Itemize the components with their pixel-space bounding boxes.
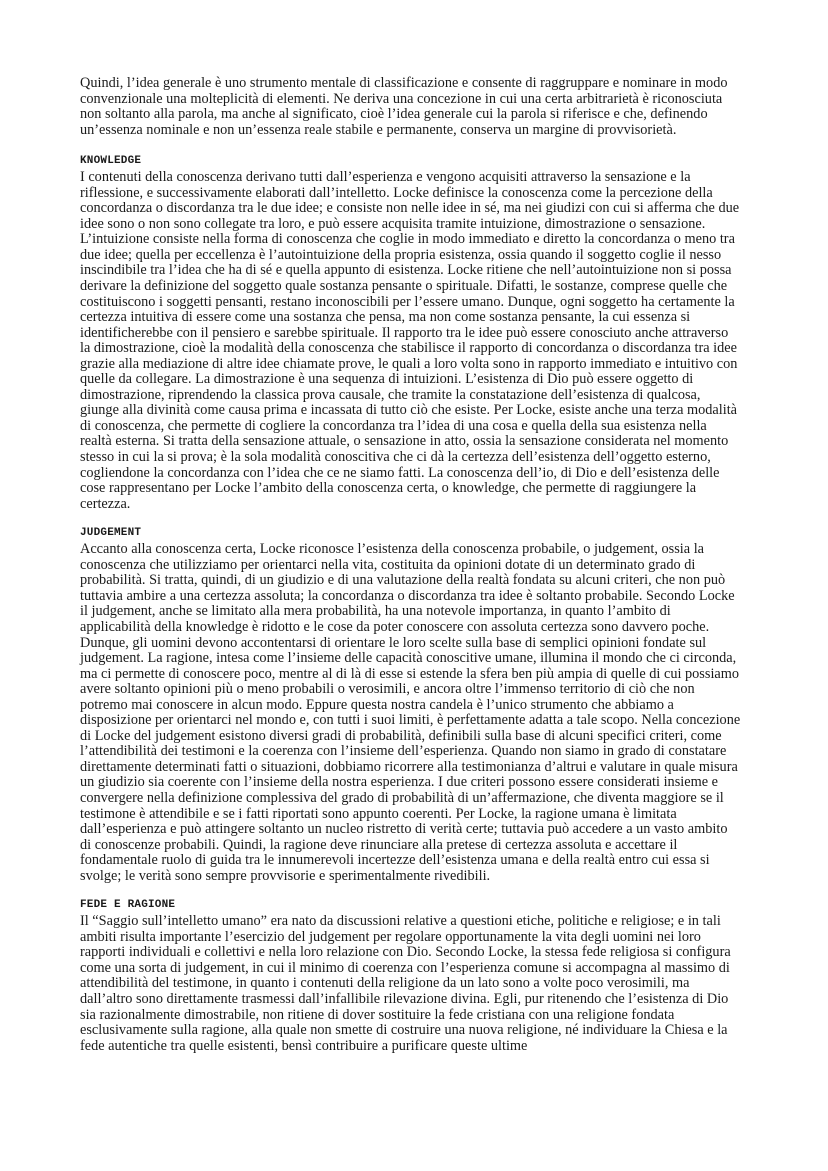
judgement-section [80,526,742,884]
fede-ragione-heading: FEDE E RAGIONE [80,899,176,912]
intro-section [80,76,742,138]
fede-ragione-paragraph: Il “Saggio sull’intelletto umano” era nato da discussioni relative a questioni etiche, politiche e religiose; e in tali ambiti risulta importante l’esercizio del judgement per regolare opportunamente la vita degli uomini nei loro rapporti individuali e collettivi e nella loro relazione con Dio. Secondo Locke, la stessa fede religiosa si configura come una sorta di judgement, in cui il minimo di coerenza con l’esperienza comune si accompagna al massimo di attendibilità del testimone, in quanto i contenuti della religione da un lato sono a volte poco verosimili, ma dall’altro sono direttamente trasmessi dall’infallibile rilevazione divina. Egli, pur ritenendo che l’esistenza di Dio sia razionalmente dimostrabile, non ritiene di dover sostituire la fede cristiana con una religione fondata esclusivamente sulla ragione, alla quale non smette di costruire una nuova religione, né individuare la Chiesa e la fede autentiche tra quelle esistenti, bensì contribuire a purificare queste ultime [80,913,731,1054]
fede-ragione-section [80,898,742,1054]
knowledge-paragraph: I contenuti della conoscenza derivano tutti dall’esperienza e vengono acquisiti attraverso la sensazione e la riflessione, e successivamente elaborati dall’intelletto. Locke definisce la conoscenza come la percezione della concordanza o discordanza tra le due idee; e consiste non nelle idee in sé, ma nei giudizi con cui si afferma che due idee sono o non sono collegate tra loro, e può essere acquisita tramite intuizione, dimostrazione o sensazione. L’intuizione consiste nella forma di conoscenza che coglie in modo immediato e diretto la concordanza o meno tra due idee; quella per eccellenza è l’autointuizione della propria esistenza, ossia quando il soggetto coglie il nesso inscindibile tra l’idea che ha di sé e quella appunto di esistenza. Locke ritiene che nell’autointuizione non si possa derivare la definizione del soggetto quale sostanza pensante o spirituale. Difatti, le sostanze, comprese quelle che costituiscono i soggetti pensanti, restano inconoscibili per l’essere umano. Dunque, ogni soggetto ha certamente la certezza intuitiva di essere come una sostanza che pensa, ma non come sostanza pensante, la cui essenza si identificherebbe con il pensiero e sarebbe spirituale. Il rapporto tra le idee può essere conosciuto anche attraverso la dimostrazione, cioè la modalità della conoscenza che stabilisce il rapporto di concordanza o discordanza tra idee grazie alla mediazione di altre idee chiamate prove, le quali a loro volta sono in rapporto immediato e intuitivo con quelle da collegare. La dimostrazione è una sequenza di intuizioni. L’esistenza di Dio può essere oggetto di dimostrazione, riprendendo la classica prova causale, che tramite la constatazione dell’esistenza di qualcosa, giunge alla divinità come causa prima e incassata di tutto ciò che esiste. Per Locke, esiste anche una terza modalità di conoscenza, che permette di cogliere la concordanza tra l’idea di una cosa e quella della sua esistenza nella realtà esterna. Si tratta della sensazione attuale, o sensazione in atto, ossia la sensazione considerata nel momento stesso in cui la si prova; è la sola modalità conoscitiva che ci dà la certezza dell’esistenza dell’oggetto esterno, cogliendone la concordanza con l’idea che ce ne siamo fatti. La conoscenza dell’io, di Dio e dell’esistenza delle cose rappresentano per Locke l’ambito della conoscenza certa, o knowledge, che permette di raggiungere la certezza. [80,169,740,512]
intro-paragraph: Quindi, l’idea generale è uno strumento mentale di classificazione e consente di raggruppare e nominare in modo convenzionale una molteplicità di elementi. Ne deriva una concezione in cui una certa arbitrarietà è riconosciuta non soltanto alla parola, ma anche al significato, cioè l’idea generale cui la parola si riferisce e che, definendo un’essenza nominale e non un’essenza reale stabile e permanente, conserva un margine di provvisorietà. [80,75,728,138]
knowledge-heading: KNOWLEDGE [80,155,142,168]
judgement-paragraph: Accanto alla conoscenza certa, Locke riconosce l’esistenza della conoscenza probabile, o judgement, ossia la conoscenza che utilizziamo per orientarci nella vita, costituita da opinioni dotate di un determinato grado di probabilità. Si tratta, quindi, di un giudizio e di una valutazione della realtà fondata su alcuni criteri, che non può tuttavia ambire a una certezza assoluta; la concordanza o discordanza tra idee è soltanto probabile. Secondo Locke il judgement, anche se limitato alla mera probabilità, ha una notevole importanza, in quanto l’ambito di applicabilità della knowledge è ridotto e le cose da poter conoscere con assoluta certezza sono davvero poche. Dunque, gli uomini devono accontentarsi di orientare le loro scelte sulla base di semplici opinioni fondate sul judgement. La ragione, intesa come l’insieme delle capacità conoscitive umane, illumina il mondo che ci circonda, ma ci permette di conoscere poco, mentre al di là di esse si estende la sfera ben più ampia di quelle di cui possiamo avere soltanto opinioni più o meno probabili o verosimili, e ancora oltre l’immenso territorio di ciò che non potremo mai conoscere in alcun modo. Eppure questa nostra candela è l’unico strumento che abbiamo a disposizione per orientarci nel mondo e, con tutti i suoi limiti, è perfettamente adatta a tale scopo. Nella concezione di Locke del judgement esistono diversi gradi di probabilità, definibili sulla base di alcuni specifici criteri, come l’attendibilità dei testimoni e la coerenza con l’insieme dell’esperienza. Quando non siamo in grado di constatare direttamente determinati fatti o situazioni, dobbiamo ricorrere alla testimonianza d’altrui e valutare in quale misura un giudizio sia coerente con l’insieme della nostra esperienza. I due criteri possono essere considerati insieme e convergere nella definizione complessiva del grado di probabilità di un’affermazione, che diventa maggiore se il testimone è attendibile e se i fatti riportati sono appunto coerenti. Per Locke, la ragione umana è limitata dall’esperienza e può attingere soltanto un nucleo ristretto di verità certe; tuttavia può accedere a un vasto ambito di conoscenze probabili. Quindi, la ragione deve rinunciare alla pretese di certezza assoluta e accettare il fondamentale ruolo di guida tra le innumerevoli incertezze dell’esistenza umana e della realtà entro cui essa si svolge; le verità sono sempre provvisorie e sperimentalmente rivedibili. [80,541,741,884]
knowledge-section [80,154,742,512]
judgement-heading: JUDGEMENT [80,527,142,540]
